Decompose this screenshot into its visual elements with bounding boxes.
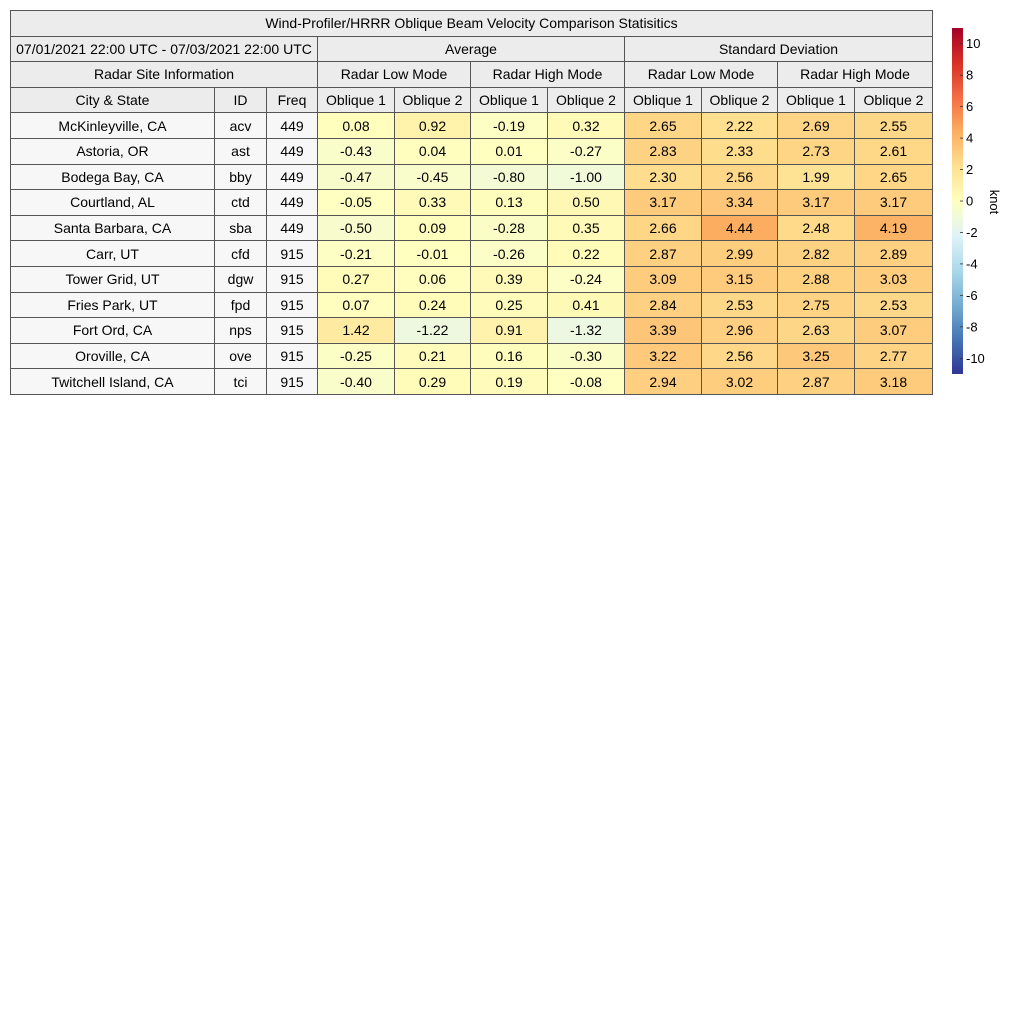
value-cell-std-high-oblique-2: 2.89: [855, 241, 933, 267]
value-cell-std-high-oblique-1: 2.88: [778, 266, 855, 292]
site-freq: 449: [267, 138, 318, 164]
column-header-std-low-oblique-2: Oblique 2: [702, 87, 778, 113]
value-cell-std-low-oblique-1: 2.87: [625, 241, 702, 267]
std-high-mode-header: Radar High Mode: [778, 62, 933, 88]
table-row: [11, 113, 933, 139]
value-cell-avg-high-oblique-1: 0.19: [471, 369, 548, 395]
value-cell-std-low-oblique-1: 3.17: [625, 190, 702, 216]
value-cell-avg-high-oblique-1: -0.26: [471, 241, 548, 267]
value-cell-avg-high-oblique-1: 0.16: [471, 343, 548, 369]
std-low-mode-header: Radar Low Mode: [625, 62, 778, 88]
value-cell-avg-low-oblique-1: 0.08: [318, 113, 395, 139]
value-cell-std-high-oblique-2: 3.18: [855, 369, 933, 395]
value-cell-std-low-oblique-2: 2.99: [702, 241, 778, 267]
value-cell-avg-low-oblique-1: -0.47: [318, 164, 395, 190]
value-cell-avg-high-oblique-2: -1.32: [548, 318, 625, 344]
site-freq: 915: [267, 292, 318, 318]
mode-header-row: [11, 62, 933, 88]
site-info-header: Radar Site Information: [11, 62, 318, 88]
site-city: Fries Park, UT: [11, 292, 215, 318]
value-cell-std-high-oblique-1: 3.17: [778, 190, 855, 216]
value-cell-std-low-oblique-1: 2.66: [625, 215, 702, 241]
column-header-freq: Freq: [267, 87, 318, 113]
colorbar-tick-label: -10: [966, 350, 985, 366]
colorbar-tick-label: 6: [966, 99, 974, 115]
value-cell-avg-low-oblique-2: 0.24: [395, 292, 471, 318]
site-freq: 915: [267, 266, 318, 292]
value-cell-avg-low-oblique-2: 0.92: [395, 113, 471, 139]
site-freq: 449: [267, 113, 318, 139]
title-row: [11, 11, 933, 37]
site-id: sba: [215, 215, 267, 241]
site-id: fpd: [215, 292, 267, 318]
value-cell-std-low-oblique-1: 2.65: [625, 113, 702, 139]
value-cell-std-high-oblique-2: 2.53: [855, 292, 933, 318]
site-freq: 915: [267, 369, 318, 395]
value-cell-std-high-oblique-2: 2.55: [855, 113, 933, 139]
value-cell-avg-high-oblique-1: -0.19: [471, 113, 548, 139]
site-id: ove: [215, 343, 267, 369]
value-cell-std-high-oblique-2: 2.61: [855, 138, 933, 164]
value-cell-std-low-oblique-2: 2.96: [702, 318, 778, 344]
value-cell-avg-low-oblique-1: -0.40: [318, 369, 395, 395]
value-cell-std-low-oblique-2: 3.34: [702, 190, 778, 216]
value-cell-avg-low-oblique-2: -1.22: [395, 318, 471, 344]
avg-low-mode-header: Radar Low Mode: [318, 62, 471, 88]
colorbar: [944, 20, 1014, 390]
value-cell-avg-low-oblique-1: -0.21: [318, 241, 395, 267]
value-cell-std-high-oblique-1: 2.48: [778, 215, 855, 241]
value-cell-avg-high-oblique-1: -0.80: [471, 164, 548, 190]
value-cell-avg-low-oblique-1: -0.05: [318, 190, 395, 216]
table-row: [11, 369, 933, 395]
value-cell-avg-low-oblique-1: 0.07: [318, 292, 395, 318]
value-cell-avg-low-oblique-2: 0.29: [395, 369, 471, 395]
value-cell-avg-low-oblique-2: 0.33: [395, 190, 471, 216]
value-cell-avg-low-oblique-2: 0.06: [395, 266, 471, 292]
value-cell-std-low-oblique-2: 2.53: [702, 292, 778, 318]
value-cell-std-low-oblique-1: 2.83: [625, 138, 702, 164]
site-freq: 449: [267, 215, 318, 241]
value-cell-std-low-oblique-1: 2.30: [625, 164, 702, 190]
value-cell-std-high-oblique-1: 2.69: [778, 113, 855, 139]
table-row: [11, 318, 933, 344]
value-cell-std-low-oblique-1: 2.94: [625, 369, 702, 395]
value-cell-std-low-oblique-2: 4.44: [702, 215, 778, 241]
value-cell-std-high-oblique-1: 1.99: [778, 164, 855, 190]
value-cell-std-low-oblique-1: 2.84: [625, 292, 702, 318]
site-freq: 449: [267, 164, 318, 190]
value-cell-std-high-oblique-1: 2.82: [778, 241, 855, 267]
value-cell-avg-high-oblique-1: -0.28: [471, 215, 548, 241]
value-cell-avg-high-oblique-2: 0.35: [548, 215, 625, 241]
value-cell-std-low-oblique-2: 3.02: [702, 369, 778, 395]
site-city: Carr, UT: [11, 241, 215, 267]
colorbar-tick-label: 0: [966, 193, 974, 209]
date-range: 07/01/2021 22:00 UTC - 07/03/2021 22:00 UTC: [11, 36, 318, 62]
column-header-std-high-oblique-1: Oblique 1: [778, 87, 855, 113]
column-header-avg-low-oblique-1: Oblique 1: [318, 87, 395, 113]
value-cell-std-low-oblique-1: 3.39: [625, 318, 702, 344]
site-id: nps: [215, 318, 267, 344]
value-cell-std-high-oblique-1: 2.63: [778, 318, 855, 344]
value-cell-std-low-oblique-2: 2.56: [702, 164, 778, 190]
site-city: Tower Grid, UT: [11, 266, 215, 292]
table-body: [11, 11, 933, 395]
value-cell-std-high-oblique-1: 2.75: [778, 292, 855, 318]
table-row: [11, 164, 933, 190]
value-cell-avg-high-oblique-2: -0.27: [548, 138, 625, 164]
colorbar-tick-label: -2: [966, 224, 978, 240]
value-cell-avg-low-oblique-2: -0.01: [395, 241, 471, 267]
value-cell-avg-low-oblique-2: 0.04: [395, 138, 471, 164]
table-title: Wind-Profiler/HRRR Oblique Beam Velocity Comparison Statisitics: [11, 11, 933, 37]
site-city: Oroville, CA: [11, 343, 215, 369]
table-row: [11, 215, 933, 241]
site-city: Fort Ord, CA: [11, 318, 215, 344]
colorbar-ticks: [960, 36, 985, 366]
site-id: ast: [215, 138, 267, 164]
colorbar-tick-label: 2: [966, 162, 974, 178]
site-city: Santa Barbara, CA: [11, 215, 215, 241]
value-cell-avg-low-oblique-2: 0.09: [395, 215, 471, 241]
value-cell-std-high-oblique-2: 2.77: [855, 343, 933, 369]
colorbar-tick-label: 10: [966, 36, 981, 52]
value-cell-avg-high-oblique-2: 0.32: [548, 113, 625, 139]
site-id: bby: [215, 164, 267, 190]
column-header-city: City & State: [11, 87, 215, 113]
column-header-avg-high-oblique-1: Oblique 1: [471, 87, 548, 113]
value-cell-avg-low-oblique-1: 1.42: [318, 318, 395, 344]
colorbar-tick-label: -4: [966, 256, 978, 272]
site-freq: 915: [267, 241, 318, 267]
colorbar-tick-label: 4: [966, 130, 974, 146]
site-city: Courtland, AL: [11, 190, 215, 216]
average-group-header: Average: [318, 36, 625, 62]
value-cell-avg-high-oblique-2: 0.22: [548, 241, 625, 267]
value-cell-std-high-oblique-2: 3.03: [855, 266, 933, 292]
site-freq: 449: [267, 190, 318, 216]
colorbar-label: knot: [987, 189, 1002, 215]
value-cell-avg-high-oblique-2: -0.30: [548, 343, 625, 369]
site-freq: 915: [267, 318, 318, 344]
value-cell-avg-low-oblique-2: -0.45: [395, 164, 471, 190]
column-header-avg-high-oblique-2: Oblique 2: [548, 87, 625, 113]
table-row: [11, 292, 933, 318]
value-cell-avg-low-oblique-2: 0.21: [395, 343, 471, 369]
table-row: [11, 138, 933, 164]
colorbar-tick-label: 8: [966, 67, 974, 83]
site-id: ctd: [215, 190, 267, 216]
table-row: [11, 190, 933, 216]
avg-high-mode-header: Radar High Mode: [471, 62, 625, 88]
value-cell-avg-low-oblique-1: -0.50: [318, 215, 395, 241]
value-cell-std-high-oblique-2: 2.65: [855, 164, 933, 190]
site-id: dgw: [215, 266, 267, 292]
value-cell-avg-high-oblique-2: -0.08: [548, 369, 625, 395]
site-id: tci: [215, 369, 267, 395]
site-city: Bodega Bay, CA: [11, 164, 215, 190]
value-cell-std-low-oblique-1: 3.22: [625, 343, 702, 369]
std-group-header: Standard Deviation: [625, 36, 933, 62]
value-cell-avg-high-oblique-1: 0.39: [471, 266, 548, 292]
value-cell-std-low-oblique-2: 2.33: [702, 138, 778, 164]
value-cell-std-low-oblique-1: 3.09: [625, 266, 702, 292]
value-cell-std-high-oblique-2: 3.17: [855, 190, 933, 216]
value-cell-std-high-oblique-2: 3.07: [855, 318, 933, 344]
value-cell-std-low-oblique-2: 3.15: [702, 266, 778, 292]
colorbar-tick-label: -6: [966, 287, 978, 303]
value-cell-avg-high-oblique-1: 0.01: [471, 138, 548, 164]
column-header-std-low-oblique-1: Oblique 1: [625, 87, 702, 113]
column-header-row: [11, 87, 933, 113]
value-cell-avg-high-oblique-2: 0.50: [548, 190, 625, 216]
site-id: cfd: [215, 241, 267, 267]
column-header-std-high-oblique-2: Oblique 2: [855, 87, 933, 113]
value-cell-avg-high-oblique-1: 0.25: [471, 292, 548, 318]
colorbar-tick-label: -8: [966, 319, 978, 335]
value-cell-avg-high-oblique-2: -1.00: [548, 164, 625, 190]
table-row: [11, 266, 933, 292]
value-cell-avg-high-oblique-2: 0.41: [548, 292, 625, 318]
value-cell-avg-low-oblique-1: 0.27: [318, 266, 395, 292]
site-city: McKinleyville, CA: [11, 113, 215, 139]
site-freq: 915: [267, 343, 318, 369]
site-city: Twitchell Island, CA: [11, 369, 215, 395]
group-header-row: [11, 36, 933, 62]
column-header-id: ID: [215, 87, 267, 113]
value-cell-avg-high-oblique-1: 0.91: [471, 318, 548, 344]
value-cell-avg-high-oblique-2: -0.24: [548, 266, 625, 292]
site-city: Astoria, OR: [11, 138, 215, 164]
stats-table: [10, 10, 933, 395]
value-cell-avg-low-oblique-1: -0.25: [318, 343, 395, 369]
value-cell-std-high-oblique-1: 2.87: [778, 369, 855, 395]
column-header-avg-low-oblique-2: Oblique 2: [395, 87, 471, 113]
table-row: [11, 241, 933, 267]
value-cell-avg-high-oblique-1: 0.13: [471, 190, 548, 216]
value-cell-std-high-oblique-1: 2.73: [778, 138, 855, 164]
value-cell-avg-low-oblique-1: -0.43: [318, 138, 395, 164]
table-row: [11, 343, 933, 369]
value-cell-std-high-oblique-1: 3.25: [778, 343, 855, 369]
value-cell-std-low-oblique-2: 2.56: [702, 343, 778, 369]
site-id: acv: [215, 113, 267, 139]
value-cell-std-high-oblique-2: 4.19: [855, 215, 933, 241]
value-cell-std-low-oblique-2: 2.22: [702, 113, 778, 139]
